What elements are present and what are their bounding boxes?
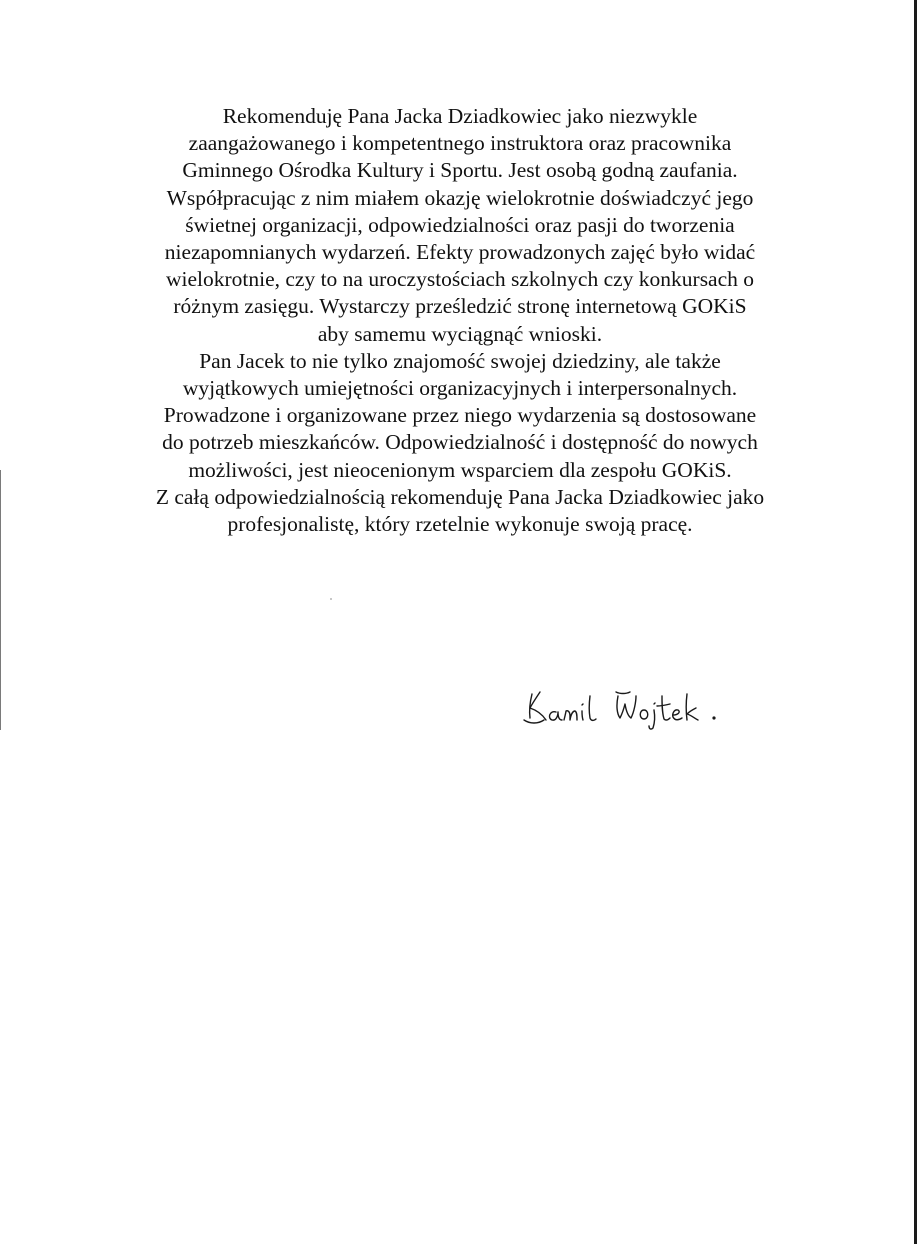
signature-stroke <box>582 704 583 705</box>
letter-line: różnym zasięgu. Wystarczy prześledzić stronę internetową GOKiS <box>173 294 747 319</box>
scan-edge-left-mark <box>0 470 1 730</box>
signature-stroke <box>589 696 596 720</box>
letter-line: Pan Jacek to nie tylko znajomość swojej dziedziny, ale także <box>199 348 721 373</box>
signature-strokes <box>524 692 698 729</box>
signature-stroke <box>530 692 546 720</box>
scan-speck <box>330 598 332 600</box>
letter-line: świetnej organizacji, odpowiedzialności oraz pasji do tworzenia <box>185 212 735 237</box>
letter-line: profesjonalistę, który rzetelnie wykonuje swoją pracę. <box>227 512 693 537</box>
signature-stroke <box>654 703 655 704</box>
letter-line: do potrzeb mieszkańców. Odpowiedzialność i dostępność do nowych <box>162 430 758 455</box>
signature-stroke <box>617 696 636 718</box>
letter-line: Z całą odpowiedzialnością rekomenduję Pana Jacka Dziadkowiec jako <box>155 484 765 509</box>
signature-stroke <box>524 720 544 723</box>
letter-line: Prowadzone i organizowane przez niego wydarzenia są dostosowane <box>163 403 757 428</box>
letter-line: wielokrotnie, czy to na uroczystościach szkolnych czy konkursach o <box>165 267 755 292</box>
letter-line: zaangażowanego i kompetentnego instruktora oraz pracownika <box>188 131 732 156</box>
letter-line: aby samemu wyciągnąć wnioski. <box>317 321 603 346</box>
letter-line: niezapomnianych wydarzeń. Efekty prowadzonych zajęć było widać <box>164 240 756 265</box>
signature-stroke <box>687 708 698 720</box>
letter-line: Gminnego Ośrodka Kultury i Sportu. Jest osobą godną zaufania. <box>182 158 738 183</box>
signature-stroke <box>649 710 655 729</box>
signature-dot <box>712 716 715 719</box>
handwritten-signature <box>520 684 730 734</box>
signature-stroke <box>657 704 670 706</box>
signature-stroke <box>582 711 583 720</box>
letter-line: możliwości, jest nieocenionym wsparciem dla zespołu GOKiS. <box>188 457 732 482</box>
signature-stroke <box>673 710 682 720</box>
signature-drawing <box>520 684 730 734</box>
signature-stroke <box>662 696 670 720</box>
signature-stroke <box>564 711 577 720</box>
letter-line: Współpracując z nim miałem okazję wielokrotnie doświadczyć jego <box>166 185 754 210</box>
letter-line: Rekomenduję Pana Jacka Dziadkowiec jako niezwykle <box>222 104 698 128</box>
letter-body <box>60 103 860 538</box>
signature-stroke <box>640 710 648 719</box>
letter-line: wyjątkowych umiejętności organizacyjnych i interpersonalnych. <box>182 376 738 401</box>
signature-stroke <box>616 692 630 694</box>
signature-stroke <box>549 712 562 720</box>
signature-stroke <box>686 694 687 720</box>
